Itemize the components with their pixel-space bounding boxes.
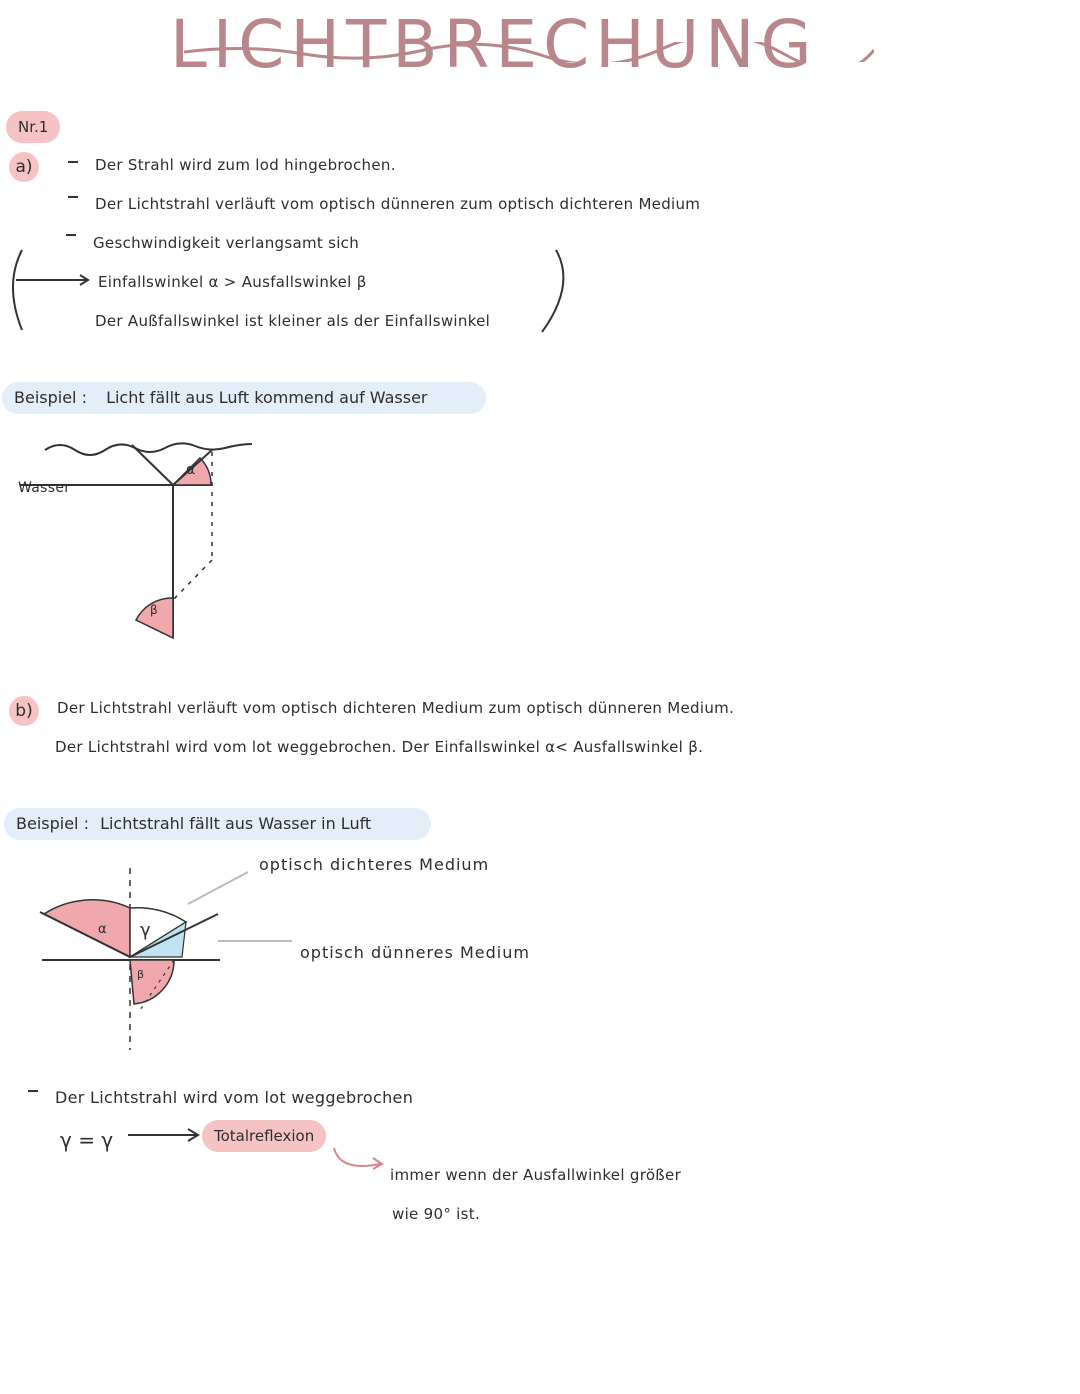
bullet-dash <box>68 161 78 163</box>
part-a-line-2: Der Lichtstrahl verläuft vom optisch dünneren zum optisch dichteren Medium <box>95 195 701 213</box>
label-pointer-lines <box>180 866 300 956</box>
bullet-dash <box>68 196 78 198</box>
note-line-2: wie 90° ist. <box>392 1205 481 1223</box>
part-b-marker: b) <box>9 696 39 726</box>
beta-symbol-b: β <box>137 968 145 981</box>
gamma-symbol-b: γ <box>140 920 151 941</box>
curved-pointer-arrow <box>330 1146 390 1176</box>
section-label: Nr.1 <box>6 111 60 143</box>
part-b-line-1: Der Lichtstrahl verläuft vom optisch dichteren Medium zum optisch dünneren Medium. <box>57 699 735 717</box>
part-a-line-3: Geschwindigkeit verlangsamt sich <box>93 234 360 252</box>
formula-arrow <box>126 1124 202 1146</box>
conclusion-line: Der Lichtstrahl wird vom lot weggebrochen <box>55 1088 414 1107</box>
page-title-block <box>170 6 890 94</box>
example-a-label: Beispiel : <box>14 388 87 407</box>
example-b-label: Beispiel : <box>16 814 89 833</box>
beta-symbol-a: β <box>150 603 158 617</box>
gamma-formula: γ = γ <box>60 1128 114 1152</box>
example-b-banner <box>4 808 431 840</box>
thinner-medium-label: optisch dünneres Medium <box>300 943 530 962</box>
alpha-symbol-b: α <box>98 922 107 937</box>
example-a-banner <box>2 382 486 414</box>
part-a-line-1: Der Strahl wird zum lod hingebrochen. <box>95 156 396 174</box>
alpha-symbol-a: α <box>186 462 196 478</box>
page-title: LICHTBRECHUNG <box>170 6 818 83</box>
totalreflexion-badge: Totalreflexion <box>202 1120 326 1152</box>
denser-medium-label: optisch dichteres Medium <box>259 855 490 874</box>
part-b-line-2: Der Lichtstrahl wird vom lot weggebrochen. Der Einfallswinkel α< Ausfallswinkel β. <box>55 738 704 756</box>
part-a-marker: a) <box>9 152 39 182</box>
example-a-text: Licht fällt aus Luft kommend auf Wasser <box>106 388 428 407</box>
diagram-air-to-water <box>0 430 300 650</box>
bracket-line-2: Der Außfallswinkel ist kleiner als der Einfallswinkel <box>95 312 491 330</box>
bracket-line-1: Einfallswinkel α > Ausfallswinkel β <box>98 273 367 291</box>
water-label: Wasser <box>18 480 71 496</box>
note-line-1: immer wenn der Ausfallwinkel größer <box>390 1166 682 1184</box>
bullet-dash <box>66 234 76 236</box>
example-b-text: Lichtstrahl fällt aus Wasser in Luft <box>100 814 372 833</box>
bullet-dash <box>28 1090 38 1092</box>
title-strike-decoration <box>184 42 874 62</box>
